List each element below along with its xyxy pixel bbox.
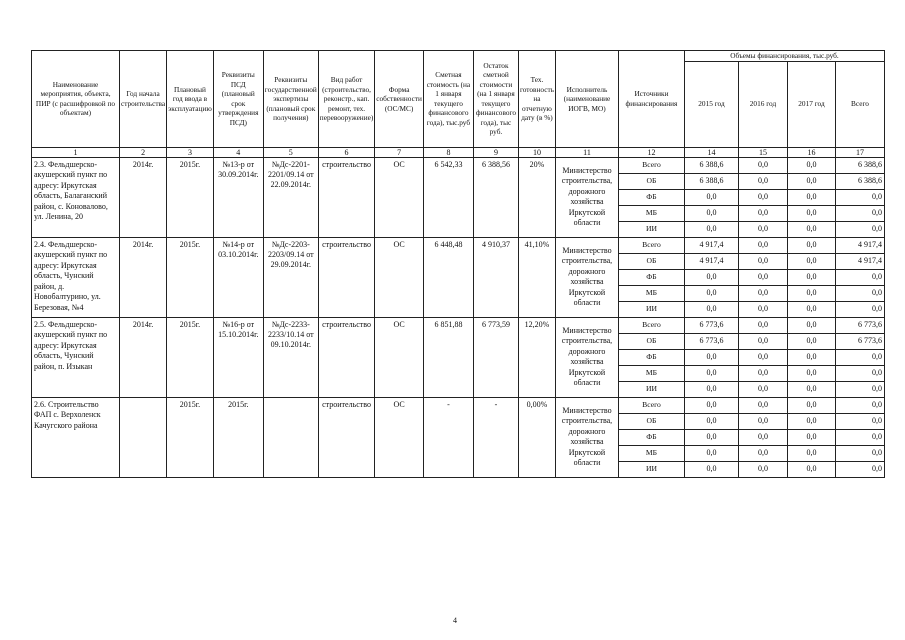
funding-2017: 0,0 xyxy=(787,157,835,173)
funding-2017: 0,0 xyxy=(787,461,835,477)
executor: Министерство строительства, дорожного хозяйства Иркутской области xyxy=(555,317,618,397)
column-number: 16 xyxy=(787,147,835,157)
table-row xyxy=(32,157,885,173)
funding-2016: 0,0 xyxy=(738,381,787,397)
funding-source: ФБ xyxy=(618,269,684,285)
remaining-cost: 6 388,56 xyxy=(473,157,518,237)
funding-2016: 0,0 xyxy=(738,349,787,365)
funding-total: 0,0 xyxy=(835,189,884,205)
header-start-year: Год начала строительства xyxy=(120,51,167,148)
commission-year: 2015г. xyxy=(167,317,214,397)
remaining-cost: 6 773,59 xyxy=(473,317,518,397)
funding-total: 0,0 xyxy=(835,221,884,237)
column-number: 3 xyxy=(167,147,214,157)
column-number: 6 xyxy=(318,147,375,157)
funding-total: 0,0 xyxy=(835,461,884,477)
psd-details: №13-р от 30.09.2014г. xyxy=(213,157,263,237)
header-2017: 2017 год xyxy=(787,61,835,147)
funding-2015: 0,0 xyxy=(684,413,738,429)
funding-2015: 0,0 xyxy=(684,445,738,461)
funding-source: ОБ xyxy=(618,173,684,189)
funding-source: ИИ xyxy=(618,301,684,317)
funding-2016: 0,0 xyxy=(738,445,787,461)
funding-total: 0,0 xyxy=(835,429,884,445)
financing-table xyxy=(31,50,885,478)
funding-source: Всего xyxy=(618,157,684,173)
funding-total: 0,0 xyxy=(835,381,884,397)
funding-2015: 0,0 xyxy=(684,429,738,445)
funding-2015: 0,0 xyxy=(684,269,738,285)
funding-total: 6 388,6 xyxy=(835,157,884,173)
estimated-cost: 6 448,48 xyxy=(423,237,473,317)
estimated-cost: 6 851,88 xyxy=(423,317,473,397)
header-2016: 2016 год xyxy=(738,61,787,147)
table-row xyxy=(32,397,885,413)
funding-2017: 0,0 xyxy=(787,173,835,189)
estimated-cost: - xyxy=(423,397,473,477)
funding-2015: 0,0 xyxy=(684,205,738,221)
header-psd: Реквизиты ПСД (плановый срок утверждения ПСД) xyxy=(213,51,263,148)
funding-2017: 0,0 xyxy=(787,413,835,429)
funding-2016: 0,0 xyxy=(738,205,787,221)
funding-source: ИИ xyxy=(618,381,684,397)
funding-source: ФБ xyxy=(618,189,684,205)
funding-2016: 0,0 xyxy=(738,429,787,445)
funding-2015: 0,0 xyxy=(684,381,738,397)
column-number: 1 xyxy=(32,147,120,157)
object-name: 2.4. Фельдшерско-акушерский пункт по адресу: Иркутская область, Чунский район, д. Новобалтурино, ул. Березовая, №4 xyxy=(32,237,120,317)
readiness: 41,10% xyxy=(518,237,555,317)
work-kind: строительство xyxy=(318,237,375,317)
funding-total: 4 917,4 xyxy=(835,237,884,253)
funding-source: ФБ xyxy=(618,349,684,365)
funding-2017: 0,0 xyxy=(787,189,835,205)
executor: Министерство строительства, дорожного хозяйства Иркутской области xyxy=(555,157,618,237)
readiness: 20% xyxy=(518,157,555,237)
header-total: Всего xyxy=(835,61,884,147)
column-number: 11 xyxy=(555,147,618,157)
remaining-cost: 4 910,37 xyxy=(473,237,518,317)
executor: Министерство строительства, дорожного хозяйства Иркутской области xyxy=(555,237,618,317)
funding-2016: 0,0 xyxy=(738,221,787,237)
funding-2016: 0,0 xyxy=(738,301,787,317)
ownership-form: ОС xyxy=(375,317,424,397)
funding-total: 0,0 xyxy=(835,445,884,461)
work-kind: строительство xyxy=(318,157,375,237)
funding-2017: 0,0 xyxy=(787,429,835,445)
funding-2015: 6 773,6 xyxy=(684,317,738,333)
column-number: 9 xyxy=(473,147,518,157)
funding-2017: 0,0 xyxy=(787,301,835,317)
funding-2017: 0,0 xyxy=(787,205,835,221)
funding-2016: 0,0 xyxy=(738,285,787,301)
psd-details: №16-р от 15.10.2014г. xyxy=(213,317,263,397)
header-remaining-cost: Остаток сметной стоимости (на 1 января текущего финансового года), тыс руб. xyxy=(473,51,518,148)
funding-source: ОБ xyxy=(618,413,684,429)
expertise-details: №Дс-2201-2201/09.14 от 22.09.2014г. xyxy=(263,157,318,237)
funding-2015: 4 917,4 xyxy=(684,237,738,253)
funding-2017: 0,0 xyxy=(787,445,835,461)
funding-2017: 0,0 xyxy=(787,269,835,285)
psd-details: №14-р от 03.10.2014г. xyxy=(213,237,263,317)
funding-2017: 0,0 xyxy=(787,317,835,333)
funding-2015: 6 388,6 xyxy=(684,173,738,189)
header-funding-group: Объемы финансирования, тыс.руб. xyxy=(684,51,884,62)
expertise-details: №Дс-2233-2233/10.14 от 09.10.2014г. xyxy=(263,317,318,397)
column-number: 2 xyxy=(120,147,167,157)
column-number: 10 xyxy=(518,147,555,157)
work-kind: строительство xyxy=(318,317,375,397)
funding-source: МБ xyxy=(618,445,684,461)
header-work-kind: Вид работ (строительство, реконстр., кап. ремонт, тех. перевооружение) xyxy=(318,51,375,148)
funding-source: МБ xyxy=(618,365,684,381)
commission-year: 2015г. xyxy=(167,237,214,317)
funding-2015: 4 917,4 xyxy=(684,253,738,269)
work-kind: строительство xyxy=(318,397,375,477)
funding-2016: 0,0 xyxy=(738,461,787,477)
funding-2017: 0,0 xyxy=(787,397,835,413)
header-2015: 2015 год xyxy=(684,61,738,147)
funding-2016: 0,0 xyxy=(738,253,787,269)
funding-2015: 0,0 xyxy=(684,285,738,301)
expertise-details xyxy=(263,397,318,477)
header-sources: Источники финансирования xyxy=(618,51,684,148)
column-number: 14 xyxy=(684,147,738,157)
funding-2017: 0,0 xyxy=(787,381,835,397)
funding-2016: 0,0 xyxy=(738,173,787,189)
funding-2017: 0,0 xyxy=(787,221,835,237)
funding-source: МБ xyxy=(618,205,684,221)
object-name: 2.5. Фельдшерско-акушерский пункт по адресу: Иркутская область, Чунский район, п. Изыкан xyxy=(32,317,120,397)
funding-2016: 0,0 xyxy=(738,333,787,349)
funding-2015: 6 388,6 xyxy=(684,157,738,173)
column-number: 5 xyxy=(263,147,318,157)
column-number-row xyxy=(32,147,885,157)
column-number: 17 xyxy=(835,147,884,157)
readiness: 0,00% xyxy=(518,397,555,477)
funding-source: ОБ xyxy=(618,253,684,269)
funding-total: 0,0 xyxy=(835,285,884,301)
funding-2016: 0,0 xyxy=(738,189,787,205)
funding-total: 4 917,4 xyxy=(835,253,884,269)
funding-2015: 0,0 xyxy=(684,189,738,205)
funding-2015: 0,0 xyxy=(684,365,738,381)
funding-source: ОБ xyxy=(618,333,684,349)
funding-total: 0,0 xyxy=(835,349,884,365)
column-number: 4 xyxy=(213,147,263,157)
funding-2017: 0,0 xyxy=(787,253,835,269)
funding-total: 6 773,6 xyxy=(835,317,884,333)
funding-source: Всего xyxy=(618,237,684,253)
header-expertise: Реквизиты государственной экспертизы (плановый срок получения) xyxy=(263,51,318,148)
remaining-cost: - xyxy=(473,397,518,477)
table-row xyxy=(32,317,885,333)
funding-2017: 0,0 xyxy=(787,365,835,381)
funding-source: ФБ xyxy=(618,429,684,445)
funding-total: 0,0 xyxy=(835,413,884,429)
header-name: Наименование мероприятия, объекта, ПИР (с расшифровкой по объектам) xyxy=(32,51,120,148)
funding-total: 0,0 xyxy=(835,301,884,317)
commission-year: 2015г. xyxy=(167,397,214,477)
funding-2017: 0,0 xyxy=(787,237,835,253)
start-year: 2014г. xyxy=(120,237,167,317)
funding-total: 6 773,6 xyxy=(835,333,884,349)
table-row xyxy=(32,237,885,253)
funding-2015: 0,0 xyxy=(684,461,738,477)
column-number: 7 xyxy=(375,147,424,157)
object-name: 2.6. Строительство ФАП с. Верхоленск Качугского района xyxy=(32,397,120,477)
funding-source: ИИ xyxy=(618,221,684,237)
executor: Министерство строительства, дорожного хозяйства Иркутской области xyxy=(555,397,618,477)
page-number: 4 xyxy=(453,616,457,625)
funding-source: Всего xyxy=(618,317,684,333)
funding-source: Всего xyxy=(618,397,684,413)
header-executor: Исполнитель (наименование ИОГВ, МО) xyxy=(555,51,618,148)
funding-2016: 0,0 xyxy=(738,397,787,413)
header-estimated-cost: Сметная стоимость (на 1 января текущего финансового года), тыс.руб xyxy=(423,51,473,148)
funding-2016: 0,0 xyxy=(738,237,787,253)
funding-2015: 0,0 xyxy=(684,221,738,237)
header-readiness: Тех. готовность на отчетную дату (в %) xyxy=(518,51,555,148)
funding-2015: 0,0 xyxy=(684,301,738,317)
funding-total: 0,0 xyxy=(835,269,884,285)
commission-year: 2015г. xyxy=(167,157,214,237)
object-name: 2.3. Фельдшерско-акушерский пункт по адресу: Иркутская область, Балаганский район, с. Коновалово, ул. Ленина, 20 xyxy=(32,157,120,237)
start-year: 2014г. xyxy=(120,157,167,237)
ownership-form: ОС xyxy=(375,397,424,477)
column-number: 8 xyxy=(423,147,473,157)
funding-source: ИИ xyxy=(618,461,684,477)
psd-details: 2015г. xyxy=(213,397,263,477)
ownership-form: ОС xyxy=(375,237,424,317)
header-ownership: Форма собственности (ОС/МС) xyxy=(375,51,424,148)
funding-total: 0,0 xyxy=(835,365,884,381)
ownership-form: ОС xyxy=(375,157,424,237)
funding-2016: 0,0 xyxy=(738,269,787,285)
estimated-cost: 6 542,33 xyxy=(423,157,473,237)
funding-2016: 0,0 xyxy=(738,157,787,173)
funding-total: 0,0 xyxy=(835,397,884,413)
funding-total: 6 388,6 xyxy=(835,173,884,189)
funding-2017: 0,0 xyxy=(787,333,835,349)
column-number: 15 xyxy=(738,147,787,157)
start-year: 2014г. xyxy=(120,317,167,397)
funding-2016: 0,0 xyxy=(738,365,787,381)
header-commission-year: Плановый год ввода в эксплуатацию xyxy=(167,51,214,148)
expertise-details: №Дс-2203-2203/09.14 от 29.09.2014г. xyxy=(263,237,318,317)
readiness: 12,20% xyxy=(518,317,555,397)
funding-2017: 0,0 xyxy=(787,285,835,301)
funding-2015: 0,0 xyxy=(684,397,738,413)
funding-2015: 0,0 xyxy=(684,349,738,365)
funding-total: 0,0 xyxy=(835,205,884,221)
funding-2016: 0,0 xyxy=(738,413,787,429)
funding-2015: 6 773,6 xyxy=(684,333,738,349)
funding-source: МБ xyxy=(618,285,684,301)
start-year xyxy=(120,397,167,477)
funding-2017: 0,0 xyxy=(787,349,835,365)
funding-2016: 0,0 xyxy=(738,317,787,333)
column-number: 12 xyxy=(618,147,684,157)
